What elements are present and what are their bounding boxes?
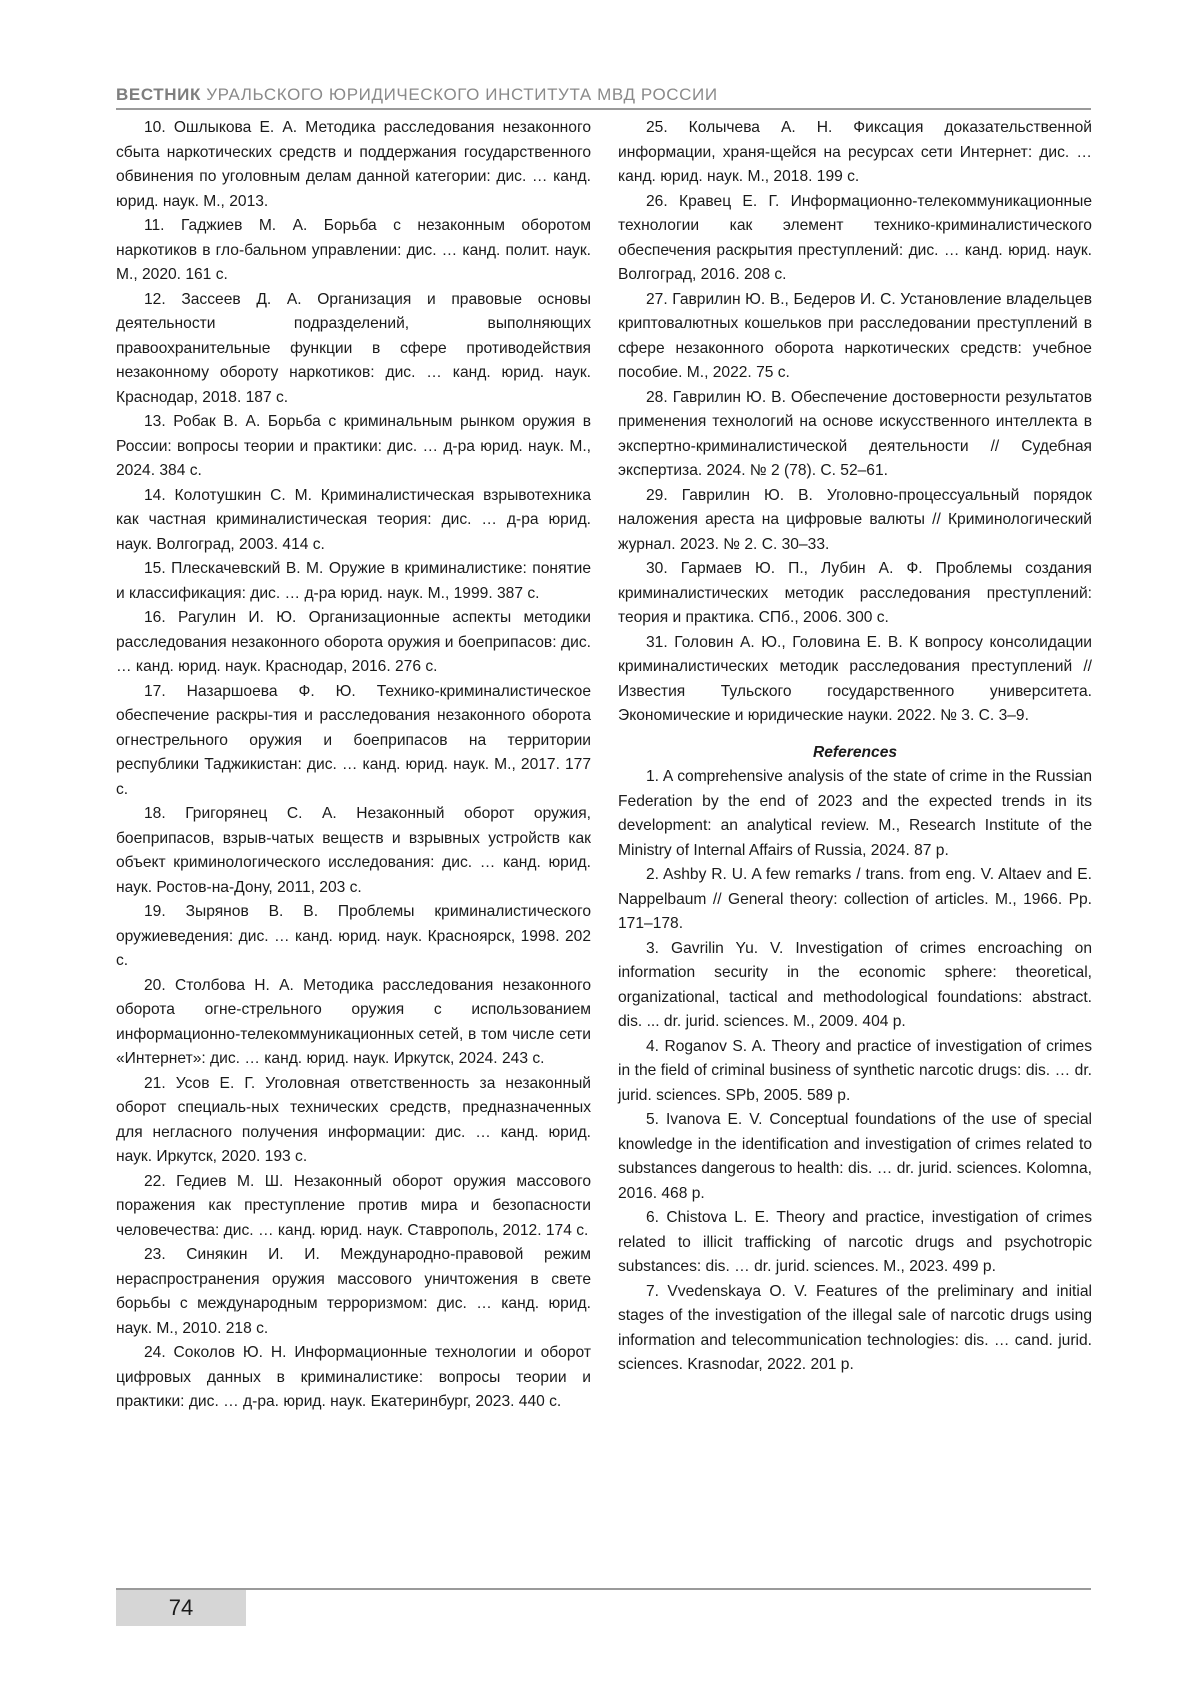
bibliography-entry: 14. Колотушкин С. М. Криминалистическая взрывотехника как частная криминалистическая теория: дис. … д-ра юрид. наук. Волгоград, 2003. 414 с. — [116, 486, 591, 553]
page-number-text: 74 — [168, 1595, 194, 1620]
header-divider — [116, 108, 1091, 110]
bibliography-entry: 20. Столбова Н. А. Методика расследования незаконного оборота огне-стрельного оружия с использованием информационно-телекоммуникационных сетей, в том числе сети «Интернет»: дис. … канд. юрид. наук. Иркутск, 2024. 243 с. — [116, 976, 591, 1067]
reference-entry: 1. A comprehensive analysis of the state of crime in the Russian Federation by the end of 2023 and the expected trends in its development: an analytical review. M., Research Institute of the Ministry of Internal Affairs of Russia, 2024. 87 p. — [618, 768, 1092, 859]
journal-title-bold: ВЕСТНИК — [116, 85, 201, 104]
running-header — [116, 84, 1091, 106]
reference-entry: 5. Ivanova E. V. Conceptual foundations of the use of special knowledge in the identification and investigation of crimes related to substances dangerous to health: dis. … dr. jurid. sciences. Kolomna, 2016. 468 p. — [618, 1111, 1092, 1202]
bibliography-entry: 30. Гармаев Ю. П., Лубин А. Ф. Проблемы создания криминалистических методик расследования преступлений: теория и практика. СПб., 2006. 300 с. — [618, 560, 1092, 626]
bibliography-entry: 29. Гаврилин Ю. В. Уголовно-процессуальный порядок наложения ареста на цифровые валюты // Криминологический журнал. 2023. № 2. С. 30–33. — [618, 486, 1092, 553]
bibliography-entry: 27. Гаврилин Ю. В., Бедеров И. С. Установление владельцев криптовалютных кошельков при расследовании преступлений в сфере незаконного оборота наркотических средств: учебное пособие. М., 2022. 75 с. — [618, 290, 1092, 381]
bibliography-entry: 28. Гаврилин Ю. В. Обеспечение достоверности результатов применения технологий на основе искусственного интеллекта в экспертно-криминалистической деятельности // Судебная экспертиза. 2024. № 2 (78). С. 52–61. — [618, 388, 1092, 479]
bibliography-entry: 25. Колычева А. Н. Фиксация доказательственной информации, храня-щейся на ресурсах сети Интернет: дис. … канд. юрид. наук. М., 2018. 199 с. — [618, 119, 1092, 185]
bibliography-entry: 11. Гаджиев М. А. Борьба с незаконным оборотом наркотиков в гло-бальном управлении: дис. … канд. полит. наук. М., 2020. 161 с. — [116, 217, 591, 283]
references-heading: References — [812, 743, 898, 761]
bibliography-entry: 19. Зырянов В. В. Проблемы криминалистического оружиеведения: дис. … канд. юрид. наук. Красноярск, 1998. 202 с. — [116, 903, 591, 969]
bibliography-entry: 21. Усов Е. Г. Уголовная ответственность за незаконный оборот специаль-ных технических средств, предназначенных для негласного получения информации: дис. … канд. юрид. наук. Иркутск, 2020. 193 с. — [116, 1074, 591, 1165]
bibliography-entry: 16. Рагулин И. Ю. Организационные аспекты методики расследования незаконного оборота оружия и боеприпасов: дис. … канд. юрид. наук. Краснодар, 2016. 276 с. — [116, 609, 591, 675]
bibliography-entry: 10. Ошлыкова Е. А. Методика расследования незаконного сбыта наркотических средств и поддержания государственного обвинения по уголовным делам данной категории: дис. … канд. юрид. наук. М., 2013. — [116, 119, 591, 210]
bibliography-entry: 22. Гедиев М. Ш. Незаконный оборот оружия массового поражения как преступление против мира и безопасности человечества: дис. … канд. юрид. наук. Ставрополь, 2012. 174 с. — [116, 1172, 591, 1239]
bibliography-entry: 31. Головин А. Ю., Головина Е. В. К вопросу консолидации криминалистических методик расследования преступлений // Известия Тульского государственного университета. Экономические и юридические науки. 2022. № 3. С. 3–9. — [618, 633, 1092, 724]
bibliography-entry: 12. Зассеев Д. А. Организация и правовые основы деятельности подразделений, выполняющих правоохранительные функции в сфере противодействия незаконному обороту наркотиков: дис. … канд. юрид. наук. Краснодар, 2018. 187 с. — [116, 290, 591, 406]
bibliography-entry: 15. Плескачевский В. М. Оружие в криминалистике: понятие и классификация: дис. … д-ра юрид. наук. М., 1999. 387 с. — [116, 560, 591, 602]
bibliography-entry: 13. Робак В. А. Борьба с криминальным рынком оружия в России: вопросы теории и практики: дис. … д-ра юрид. наук. М., 2024. 384 с. — [116, 413, 591, 479]
reference-entry: 7. Vvedenskaya O. V. Features of the preliminary and initial stages of the investigation of the illegal sale of narcotic drugs using information and telecommunication technologies: dis. … cand. jurid. sciences. Krasnodar, 2022. 201 p. — [618, 1282, 1092, 1373]
right-column — [618, 116, 1092, 1378]
bibliography-entry: 18. Григорянец С. А. Незаконный оборот оружия, боеприпасов, взрыв-чатых веществ и взрывных устройств как объект криминологического исследования: дис. … канд. юрид. наук. Ростов-на-Дону, 2011, 203 с. — [116, 805, 591, 896]
reference-entry: 3. Gavrilin Yu. V. Investigation of crimes encroaching on information security in the economic sphere: theoretical, organizational, tactical and methodological foundations: abstract. dis. ... dr. jurid. sciences. M., 2009. 404 p. — [618, 939, 1092, 1030]
reference-entry: 2. Ashby R. U. A few remarks / trans. from eng. V. Altaev and E. Nappelbaum // General theory: collection of articles. M., 1966. Pp. 171–178. — [618, 866, 1092, 932]
bibliography-entry: 24. Соколов Ю. Н. Информационные технологии и оборот цифровых данных в криминалистике: вопросы теории и практики: дис. … д-ра. юрид. наук. Екатеринбург, 2023. 440 с. — [116, 1344, 591, 1410]
left-column — [116, 116, 591, 1415]
footer-divider — [116, 1588, 1091, 1590]
bibliography-entry: 26. Кравец Е. Г. Информационно-телекоммуникационные технологии как элемент технико-криминалистического обеспечения раскрытия преступлений: дис. … канд. юрид. наук. Волгоград, 2016. 208 с. — [618, 192, 1092, 283]
page-number — [116, 1590, 246, 1626]
reference-entry: 4. Roganov S. A. Theory and practice of investigation of crimes in the field of criminal business of synthetic narcotic drugs: dis. … dr. jurid. sciences. SPb, 2005. 589 p. — [618, 1037, 1092, 1104]
reference-entry: 6. Chistova L. E. Theory and practice, investigation of crimes related to illicit trafficking of narcotic drugs and psychotropic substances: dis. … dr. jurid. sciences. M., 2023. 499 p. — [618, 1209, 1092, 1275]
bibliography-entry: 23. Синякин И. И. Международно-правовой режим нераспространения оружия массового уничтожения в свете борьбы с международным терроризмом: дис. … канд. юрид. наук. М., 2010. 218 с. — [116, 1246, 591, 1337]
bibliography-entry: 17. Назаршоева Ф. Ю. Технико-криминалистическое обеспечение раскры-тия и расследования незаконного оборота огнестрельного оружия и боеприпасов на территории республики Таджикистан: дис. … канд. юрид. наук. М., 2017. 177 с. — [116, 682, 591, 798]
journal-title-rest: УРАЛЬСКОГО ЮРИДИЧЕСКОГО ИНСТИТУТА МВД РОССИИ — [200, 85, 718, 104]
